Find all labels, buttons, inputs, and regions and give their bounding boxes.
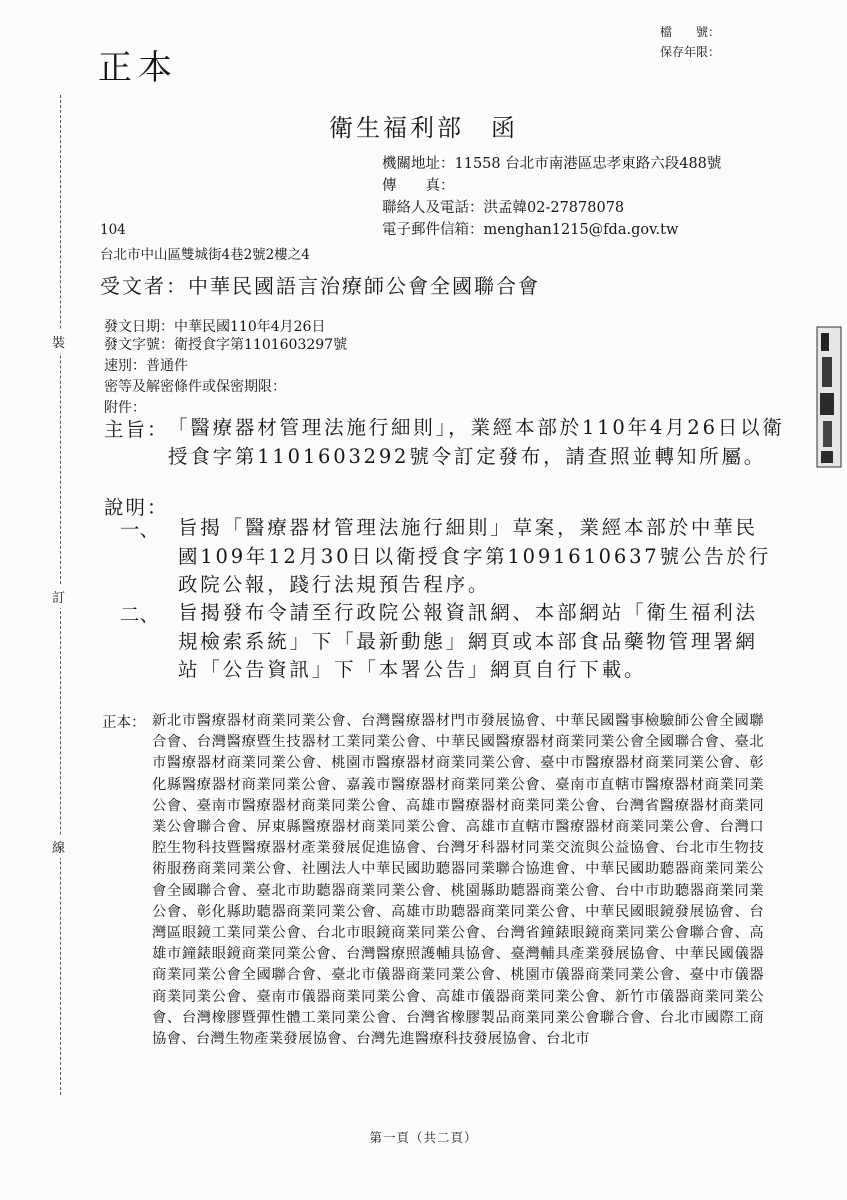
explanation-item-text: 旨揭發布令請至行政院公報資訊網、本部網站「衛生福利法規檢索系統」下「最新動態」網頁或本部食品藥物管理署網站「公告資訊」下「本署公告」網頁自行下載。 xyxy=(178,601,758,681)
original-copy-mark: 正本 xyxy=(98,48,178,88)
delivery-speed: 速別：普通件 xyxy=(104,358,188,374)
agency-contact: 聯絡人及電話：洪孟韓02-27878078 xyxy=(382,200,625,216)
edge-stamp-mark xyxy=(815,325,845,470)
document-title: 衛生福利部 函 xyxy=(329,114,518,142)
explanation-item-number: 一、 xyxy=(120,518,160,541)
page-number: 第一頁（共二頁） xyxy=(369,1130,478,1145)
agency-email: 電子郵件信箱：menghan1215@fda.gov.tw xyxy=(382,222,679,238)
binding-mark-zhuang: 裝 xyxy=(52,330,65,353)
document-number: 發文字號：衛授食字第1101603297號 xyxy=(104,337,348,353)
explanation-item-number: 二、 xyxy=(120,603,160,626)
mail-zip: 104 xyxy=(100,222,126,238)
security-level: 密等及解密條件或保密期限： xyxy=(104,379,286,395)
subject-text: 「醫療器材管理法施行細則」，業經本部於110年4月26日以衛授食字第1101603292號令訂定發布，請查照並轉知所屬。 xyxy=(168,416,785,468)
subject-label: 主旨： xyxy=(104,418,169,441)
recipient: 受文者：中華民國語言治療師公會全國聯合會 xyxy=(100,274,540,298)
agency-address: 機關地址：11558 台北市南港區忠孝東路六段488號 xyxy=(382,156,722,172)
binding-mark-ding: 訂 xyxy=(52,585,65,608)
explanation-item-text: 旨揭「醫療器材管理法施行細則」草案，業經本部於中華民國109年12月30日以衛授食字第1091610637號公告於行政院公報，踐行法規預告程序。 xyxy=(178,516,772,596)
mail-street: 台北市中山區雙城街4巷2號2樓之4 xyxy=(100,247,310,263)
archive-fields: 檔 號： 保存年限： xyxy=(660,25,721,59)
distribution-list: 新北市醫療器材商業同業公會、台灣醫療器材門市發展協會、中華民國醫事檢驗師公會全國聯合會、台灣醫療暨生技器材工業同業公會、中華民國醫療器材商業同業公會全國聯合會、臺北市醫療器材商業同業公會、桃園市醫療器材商業同業公會、臺中市醫療器材商業同業公會、彰化縣醫療器材商業同業公會、嘉義市醫療器材商業同業公會、臺南市直轄市醫療器材商業同業公會、臺南市醫療器材商業同業公會、高雄市醫療器材商業同業公會、台灣省醫療器材商業同業公會聯合會、屏東縣醫療器材商業同業公會、高雄市直轄市醫療器材商業同業公會、台灣口腔生物科技暨醫療器材產業發展促進協會、台灣牙科器材同業交流與公益協會、台北市生物技術服務商業同業公會、社團法人中華民國助聽器同業聯合協進會、中華民國助聽器商業同業公會全國聯合會、臺北市助聽器商業同業公會、桃園縣助聽器商業公會、台中市助聽器商業同業公會、彰化縣助聽器商業同業公會、高雄市助聽器商業同業公會、中華民國眼鏡發展協會、台灣區眼鏡工業同業公會、台北市眼鏡商業同業公會、台灣省鐘錶眼鏡商業同業公會聯合會、高雄市鐘錶眼鏡商業同業公會、台灣醫療照護輔具協會、臺灣輔具產業發展協會、中華民國儀器商業同業公會全國聯合會、臺北市儀器商業同業公會、桃園市儀器商業同業公會、臺中市儀器商業同業公會、臺南市儀器商業同業公會、高雄市儀器商業同業公會、新竹市儀器商業同業公會、台灣橡膠暨彈性體工業同業公會、台灣省橡膠製品商業同業公會聯合會、台北市國際工商協會、台灣生物產業發展協會、台灣先進醫療科技發展協會、台北市 xyxy=(152,713,764,1048)
issue-date: 發文日期：中華民國110年4月26日 xyxy=(104,319,326,335)
explanation-label: 說明： xyxy=(104,496,169,519)
agency-fax: 傳 真： xyxy=(382,178,455,194)
attachments: 附件： xyxy=(104,400,146,416)
distribution-label: 正本： xyxy=(102,715,146,731)
binding-mark-xian: 線 xyxy=(52,835,65,858)
